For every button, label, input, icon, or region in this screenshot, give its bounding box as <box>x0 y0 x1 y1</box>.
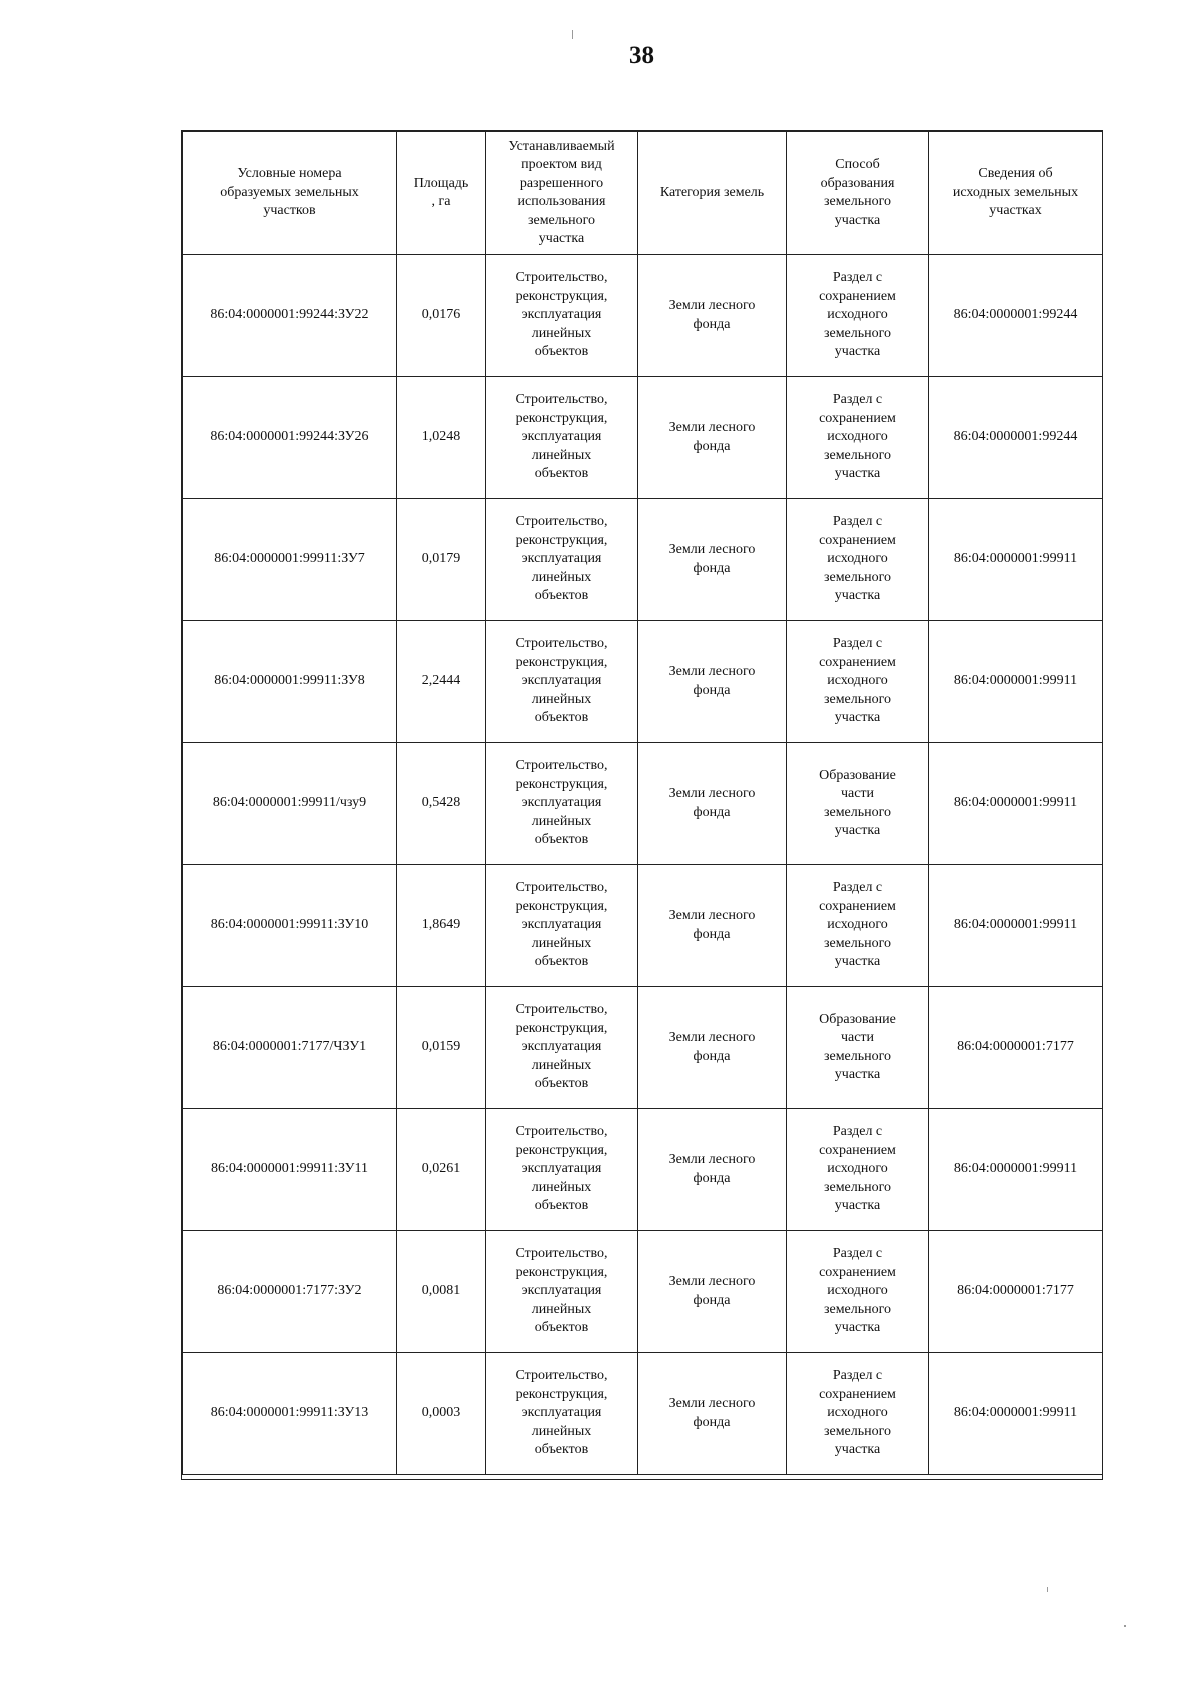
cell-area: 0,0179 <box>397 499 486 621</box>
cell-permitted-use: Строительство, реконструкция, эксплуатация линейных объектов <box>486 499 638 621</box>
scan-speck <box>1124 1625 1126 1627</box>
cell-source-plot: 86:04:0000001:99244 <box>929 255 1103 377</box>
cell-land-category: Земли лесного фонда <box>638 865 787 987</box>
cell-area: 0,0261 <box>397 1109 486 1231</box>
cell-source-plot: 86:04:0000001:99911 <box>929 743 1103 865</box>
cell-formation-method: Раздел с сохранением исходного земельного участка <box>787 499 929 621</box>
cell-source-plot: 86:04:0000001:99911 <box>929 1353 1103 1475</box>
cell-land-category: Земли лесного фонда <box>638 255 787 377</box>
cell-land-category: Земли лесного фонда <box>638 377 787 499</box>
cell-area: 0,0003 <box>397 1353 486 1475</box>
table-body <box>183 255 1103 1475</box>
cell-formation-method: Раздел с сохранением исходного земельного участка <box>787 621 929 743</box>
cell-land-category: Земли лесного фонда <box>638 1353 787 1475</box>
cell-land-category: Земли лесного фонда <box>638 987 787 1109</box>
cell-area: 0,0081 <box>397 1231 486 1353</box>
cell-area: 0,0176 <box>397 255 486 377</box>
cell-plot-number: 86:04:0000001:99244:ЗУ22 <box>183 255 397 377</box>
cell-source-plot: 86:04:0000001:99911 <box>929 499 1103 621</box>
cell-permitted-use: Строительство, реконструкция, эксплуатация линейных объектов <box>486 377 638 499</box>
header-land-category: Категория земель <box>638 132 787 255</box>
cell-permitted-use: Строительство, реконструкция, эксплуатация линейных объектов <box>486 743 638 865</box>
cell-formation-method: Раздел с сохранением исходного земельного участка <box>787 255 929 377</box>
cell-land-category: Земли лесного фонда <box>638 499 787 621</box>
cell-plot-number: 86:04:0000001:99911/чзу9 <box>183 743 397 865</box>
cell-formation-method: Раздел с сохранением исходного земельного участка <box>787 865 929 987</box>
cell-formation-method: Раздел с сохранением исходного земельного участка <box>787 1109 929 1231</box>
cell-source-plot: 86:04:0000001:99244 <box>929 377 1103 499</box>
cell-permitted-use: Строительство, реконструкция, эксплуатация линейных объектов <box>486 621 638 743</box>
page-number: 38 <box>629 42 654 69</box>
cell-plot-number: 86:04:0000001:99244:ЗУ26 <box>183 377 397 499</box>
cell-plot-number: 86:04:0000001:99911:ЗУ8 <box>183 621 397 743</box>
header-plot-number: Условные номера образуемых земельных участков <box>183 132 397 255</box>
cell-formation-method: Раздел с сохранением исходного земельного участка <box>787 1231 929 1353</box>
cell-permitted-use: Строительство, реконструкция, эксплуатация линейных объектов <box>486 255 638 377</box>
cell-formation-method: Образование части земельного участка <box>787 743 929 865</box>
cell-formation-method: Образование части земельного участка <box>787 987 929 1109</box>
cell-land-category: Земли лесного фонда <box>638 1109 787 1231</box>
table-row <box>183 255 1103 377</box>
cell-area: 0,5428 <box>397 743 486 865</box>
cell-plot-number: 86:04:0000001:99911:ЗУ7 <box>183 499 397 621</box>
header-formation-method: Способ образования земельного участка <box>787 132 929 255</box>
cell-land-category: Земли лесного фонда <box>638 1231 787 1353</box>
cell-permitted-use: Строительство, реконструкция, эксплуатация линейных объектов <box>486 865 638 987</box>
land-plots-table <box>182 131 1103 1475</box>
table-row <box>183 743 1103 865</box>
cell-land-category: Земли лесного фонда <box>638 621 787 743</box>
cell-land-category: Земли лесного фонда <box>638 743 787 865</box>
cell-plot-number: 86:04:0000001:7177/ЧЗУ1 <box>183 987 397 1109</box>
cell-area: 2,2444 <box>397 621 486 743</box>
cell-formation-method: Раздел с сохранением исходного земельного участка <box>787 377 929 499</box>
cell-plot-number: 86:04:0000001:99911:ЗУ13 <box>183 1353 397 1475</box>
cell-plot-number: 86:04:0000001:99911:ЗУ10 <box>183 865 397 987</box>
table-row <box>183 377 1103 499</box>
table-header-row <box>183 132 1103 255</box>
header-permitted-use: Устанавливаемый проектом вид разрешенного использования земельного участка <box>486 132 638 255</box>
table-row <box>183 1353 1103 1475</box>
cell-permitted-use: Строительство, реконструкция, эксплуатация линейных объектов <box>486 1109 638 1231</box>
cell-source-plot: 86:04:0000001:7177 <box>929 987 1103 1109</box>
table-row <box>183 1231 1103 1353</box>
cell-area: 1,0248 <box>397 377 486 499</box>
cell-area: 1,8649 <box>397 865 486 987</box>
cell-permitted-use: Строительство, реконструкция, эксплуатация линейных объектов <box>486 987 638 1109</box>
table-row <box>183 1109 1103 1231</box>
cell-area: 0,0159 <box>397 987 486 1109</box>
header-area: Площадь , га <box>397 132 486 255</box>
header-source-plots: Сведения об исходных земельных участках <box>929 132 1103 255</box>
table-row <box>183 621 1103 743</box>
scan-speck <box>1047 1587 1048 1592</box>
cell-permitted-use: Строительство, реконструкция, эксплуатация линейных объектов <box>486 1231 638 1353</box>
cell-formation-method: Раздел с сохранением исходного земельного участка <box>787 1353 929 1475</box>
cell-source-plot: 86:04:0000001:99911 <box>929 1109 1103 1231</box>
cell-source-plot: 86:04:0000001:99911 <box>929 621 1103 743</box>
table-row <box>183 865 1103 987</box>
cell-plot-number: 86:04:0000001:99911:ЗУ11 <box>183 1109 397 1231</box>
table-row <box>183 987 1103 1109</box>
cell-permitted-use: Строительство, реконструкция, эксплуатация линейных объектов <box>486 1353 638 1475</box>
cell-source-plot: 86:04:0000001:99911 <box>929 865 1103 987</box>
cell-plot-number: 86:04:0000001:7177:ЗУ2 <box>183 1231 397 1353</box>
cell-source-plot: 86:04:0000001:7177 <box>929 1231 1103 1353</box>
table-row <box>183 499 1103 621</box>
scan-speck <box>572 30 573 39</box>
